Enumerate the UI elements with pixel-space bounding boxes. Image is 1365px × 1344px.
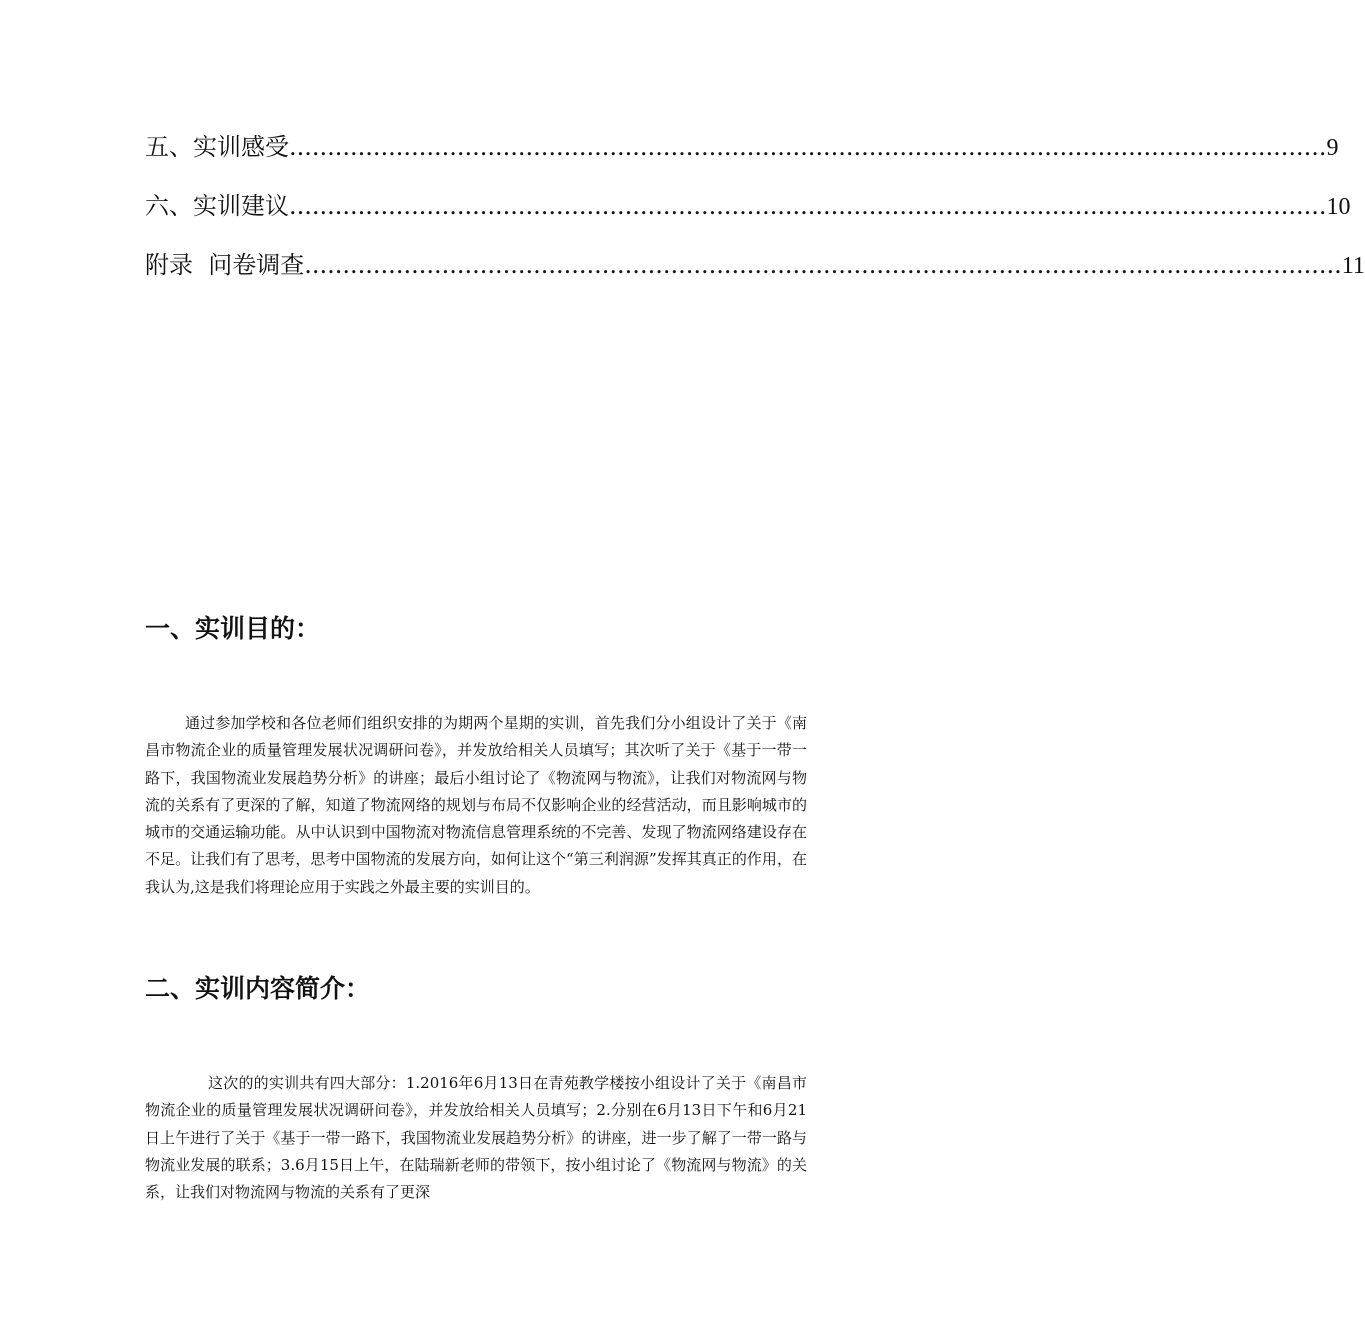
toc-page-number: 11 — [1341, 253, 1365, 279]
toc-entry-title: 六、实训建议 — [145, 192, 289, 220]
toc-dot-leader: ........................................................................................................................................ — [289, 192, 1327, 220]
section-paragraph-purpose: 通过参加学校和各位老师们组织安排的为期两个星期的实训，首先我们分小组设计了关于《南昌市物流企业的质量管理发展状况调研问卷》，并发放给相关人员填写；其次听了关于《基于一带一路下，我国物流业发展趋势分析》的讲座；最后小组讨论了《物流网与物流》，让我们对物流网与物流的关系有了更深的了解，知道了物流网络的规划与布局不仅影响企业的经营活动，而且影响城市的城市的交通运输功能。从中认识到中国物流对物流信息管理系统的不完善、发现了物流网络建设存在不足。让我们有了思考，思考中国物流的发展方向，如何让这个“第三利润源”发挥其真正的作用，在我认为,这是我们将理论应用于实践之外最主要的实训目的。 — [145, 714, 807, 896]
toc-entry-appendix[interactable] — [145, 247, 1365, 283]
toc-dot-leader: ........................................................................................................................................ — [304, 251, 1342, 279]
toc-page-number: 9 — [1326, 135, 1339, 161]
toc-entry-title: 附录 问卷调查 — [145, 251, 305, 279]
toc-dot-leader: ........................................................................................................................................ — [289, 133, 1327, 161]
section-heading-purpose: 一、实训目的： — [145, 614, 321, 643]
toc-entry-suggestions[interactable] — [145, 188, 1351, 224]
section-heading-content: 二、实训内容简介： — [145, 974, 371, 1003]
toc-page-number: 10 — [1326, 194, 1351, 220]
toc-entry-title: 五、实训感受 — [145, 133, 289, 161]
toc-entry-feelings[interactable] — [145, 129, 1339, 165]
section-paragraph-content: 这次的的实训共有四大部分：1.2016年6月13日在青苑教学楼按小组设计了关于《南昌市物流企业的质量管理发展状况调研问卷》，并发放给相关人员填写；2.分别在6月13日下午和6月21日上午进行了关于《基于一带一路下，我国物流业发展趋势分析》的讲座，进一步了解了一带一路与物流业发展的联系；3.6月15日上午，在陆瑞新老师的带领下，按小组讨论了《物流网与物流》的关系，让我们对物流网与物流的关系有了更深 — [145, 1074, 807, 1202]
